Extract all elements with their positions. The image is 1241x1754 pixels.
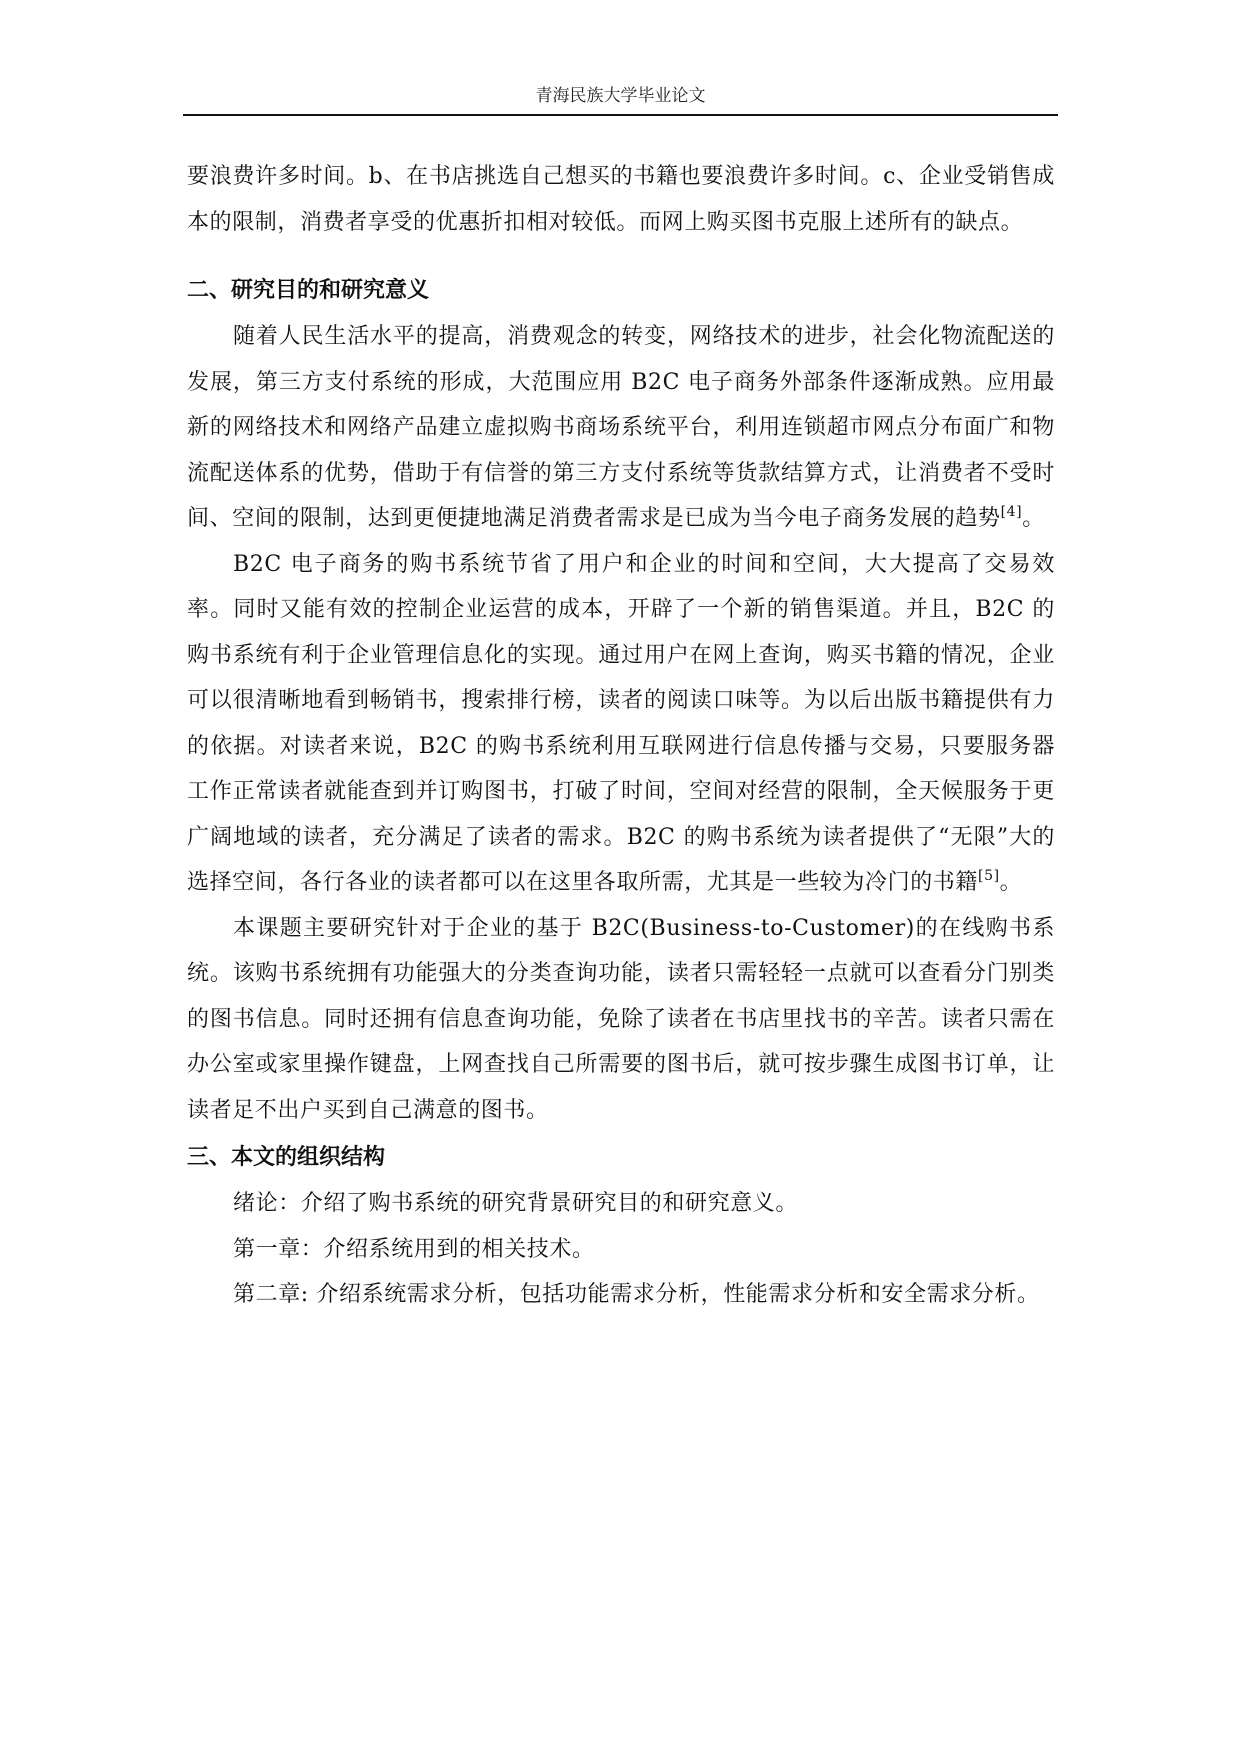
paragraph-text: B2C 电子商务的购书系统节省了用户和企业的时间和空间，大大提高了交易效率。同时又能有效的控制企业运营的成本，开辟了一个新的销售渠道。并且，B2C 的购书系统有利于企业管理信息化的实现。通过用户在网上查询，购买书籍的情况，企业可以很清晰地看到畅销书，搜索排行榜，读者的阅读口味等。为以后出版书籍提供有力的依据。对读者来说，B2C 的购书系统利用互联网进行信息传播与交易，只要服务器工作正常读者就能查到并订购图书，打破了时间，空间对经营的限制，全天候服务于更广阔地域的读者，充分满足了读者的需求。B2C 的购书系统为读者提供了“无限”大的选择空间，各行各业的读者都可以在这里各取所需，尤其是一些较为冷门的书籍 [187, 551, 1055, 895]
paragraph-end: 。 [1022, 506, 1045, 531]
paragraph-topic: 本课题主要研究针对于企业的基于 B2C(Business-to-Customer)的在线购书系统。该购书系统拥有功能强大的分类查询功能，读者只需轻轻一点就可以查看分门别类的图书信息。同时还拥有信息查询功能，免除了读者在书店里找书的辛苦。读者只需在办公室或家里操作键盘，上网查找自己所需要的图书后，就可按步骤生成图书订单，让读者足不出户买到自己满意的图书。 [187, 915, 1055, 1123]
body-text [187, 154, 1055, 1318]
paragraph-end: 。 [999, 870, 1023, 895]
paragraph-b2c-benefits [187, 542, 1055, 906]
paragraph-intro-chapter: 绪论：介绍了购书系统的研究背景研究目的和研究意义。 [233, 1191, 799, 1216]
citation-5: [5] [978, 868, 1000, 884]
citation-4: [4] [1000, 504, 1023, 520]
header-rule [183, 114, 1058, 116]
paragraph-chapter-1: 第一章：介绍系统用到的相关技术。 [233, 1236, 595, 1262]
paragraph-research-purpose [187, 314, 1055, 542]
running-header: 青海民族大学毕业论文 [535, 86, 706, 106]
section-heading-3: 三、本文的组织结构 [187, 1145, 386, 1170]
paragraph-continued: 要浪费许多时间。b、在书店挑选自己想买的书籍也要浪费许多时间。c、企业受销售成本的限制，消费者享受的优惠折扣相对较低。而网上购买图书克服上述所有的缺点。 [187, 164, 1055, 235]
section-heading-2: 二、研究目的和研究意义 [187, 278, 430, 303]
paragraph-text: 随着人民生活水平的提高，消费观念的转变，网络技术的进步，社会化物流配送的发展，第三方支付系统的形成，大范围应用 B2C 电子商务外部条件逐渐成熟。应用最新的网络技术和网络产品建立虚拟购书商场系统平台，利用连锁超市网点分布面广和物流配送体系的优势，借助于有信誉的第三方支付系统等货款结算方式，让消费者不受时间、空间的限制，达到更便捷地满足消费者需求是已成为当今电子商务发展的趋势 [187, 324, 1055, 531]
paragraph-chapter-2: 第二章: 介绍系统需求分析，包括功能需求分析，性能需求分析和安全需求分析。 [233, 1282, 1040, 1307]
